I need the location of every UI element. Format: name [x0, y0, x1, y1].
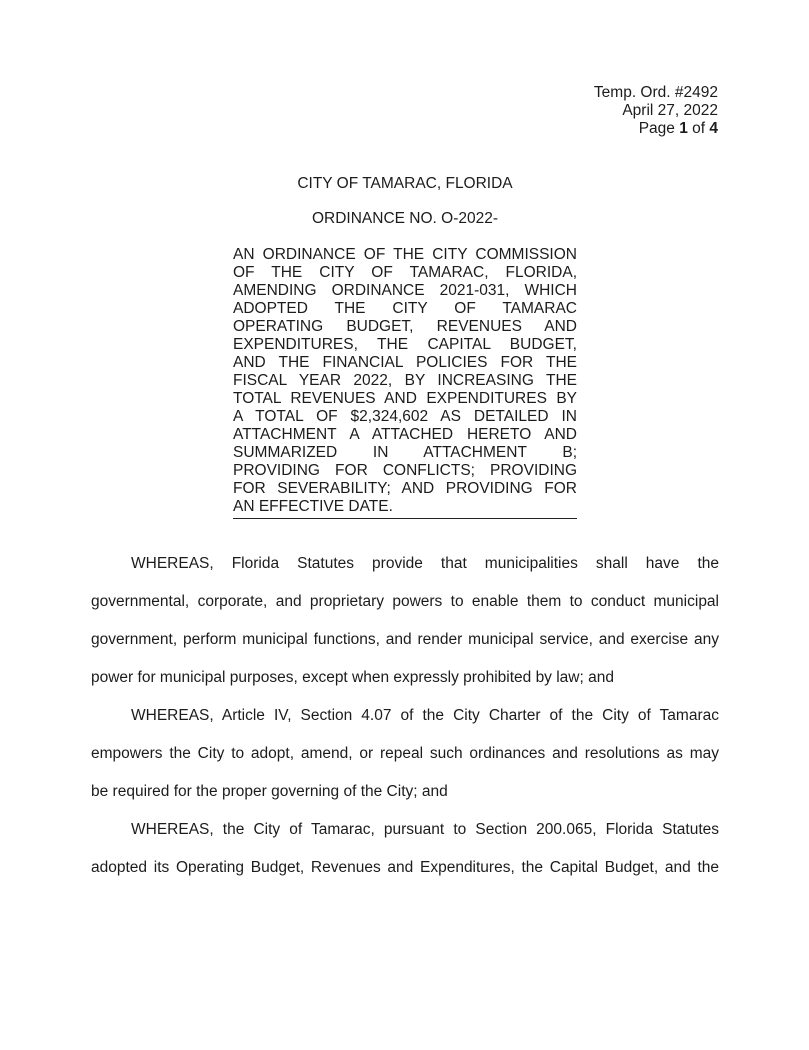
caption-line: ATTACHMENT A ATTACHED HERETO AND — [233, 426, 577, 443]
body-line: WHEREAS, Florida Statutes provide that municipalities shall have the — [131, 555, 719, 572]
page-indicator-of: of — [687, 120, 710, 137]
whereas-paragraph-3 — [91, 811, 719, 887]
page-total: 4 — [709, 120, 718, 137]
body-line: be required for the proper governing of the City; and — [91, 783, 448, 800]
caption-line: AMENDING ORDINANCE 2021-031, WHICH — [233, 282, 577, 299]
caption-line: EXPENDITURES, THE CAPITAL BUDGET, — [233, 336, 577, 353]
caption-line: SUMMARIZED IN ATTACHMENT B; — [233, 444, 577, 461]
body-line: WHEREAS, Article IV, Section 4.07 of the City Charter of the City of Tamarac — [131, 707, 719, 724]
doc-header — [594, 84, 718, 138]
caption-line: AND THE FINANCIAL POLICIES FOR THE — [233, 354, 577, 371]
caption-line: AN ORDINANCE OF THE CITY COMMISSION — [233, 246, 577, 263]
caption-line: PROVIDING FOR CONFLICTS; PROVIDING — [233, 462, 577, 479]
caption-line: OF THE CITY OF TAMARAC, FLORIDA, — [233, 264, 577, 281]
caption-line: OPERATING BUDGET, REVENUES AND — [233, 318, 577, 335]
caption-line: FOR SEVERABILITY; AND PROVIDING FOR — [233, 480, 577, 497]
body-line: empowers the City to adopt, amend, or repeal such ordinances and resolutions as may — [91, 745, 719, 762]
doc-date: April 27, 2022 — [622, 102, 718, 119]
page-number: 1 — [679, 120, 688, 137]
body-line: governmental, corporate, and proprietary powers to enable them to conduct municipal — [91, 593, 719, 610]
caption-line: AN EFFECTIVE DATE. — [233, 498, 393, 515]
page-indicator — [594, 120, 718, 138]
caption-line: TOTAL REVENUES AND EXPENDITURES BY — [233, 390, 577, 407]
temp-ord-number: Temp. Ord. #2492 — [593, 84, 718, 101]
caption-line: ADOPTED THE CITY OF TAMARAC — [233, 300, 577, 317]
doc-title: CITY OF TAMARAC, FLORIDA — [297, 175, 513, 192]
document-body — [91, 545, 719, 887]
whereas-paragraph-2 — [91, 697, 719, 811]
page-indicator-prefix: Page — [638, 120, 680, 137]
ordinance-number: ORDINANCE NO. O-2022- — [311, 210, 499, 227]
caption-line: FISCAL YEAR 2022, BY INCREASING THE — [233, 372, 577, 389]
ordinance-caption — [233, 246, 577, 519]
caption-line: A TOTAL OF $2,324,602 AS DETAILED IN — [233, 408, 577, 425]
whereas-paragraph-1 — [91, 545, 719, 697]
body-line: adopted its Operating Budget, Revenues and Expenditures, the Capital Budget, and the — [91, 859, 719, 876]
body-line: power for municipal purposes, except when expressly prohibited by law; and — [91, 669, 614, 686]
body-line: WHEREAS, the City of Tamarac, pursuant to Section 200.065, Florida Statutes — [131, 821, 719, 838]
body-line: government, perform municipal functions, and render municipal service, and exercise any — [91, 631, 719, 648]
